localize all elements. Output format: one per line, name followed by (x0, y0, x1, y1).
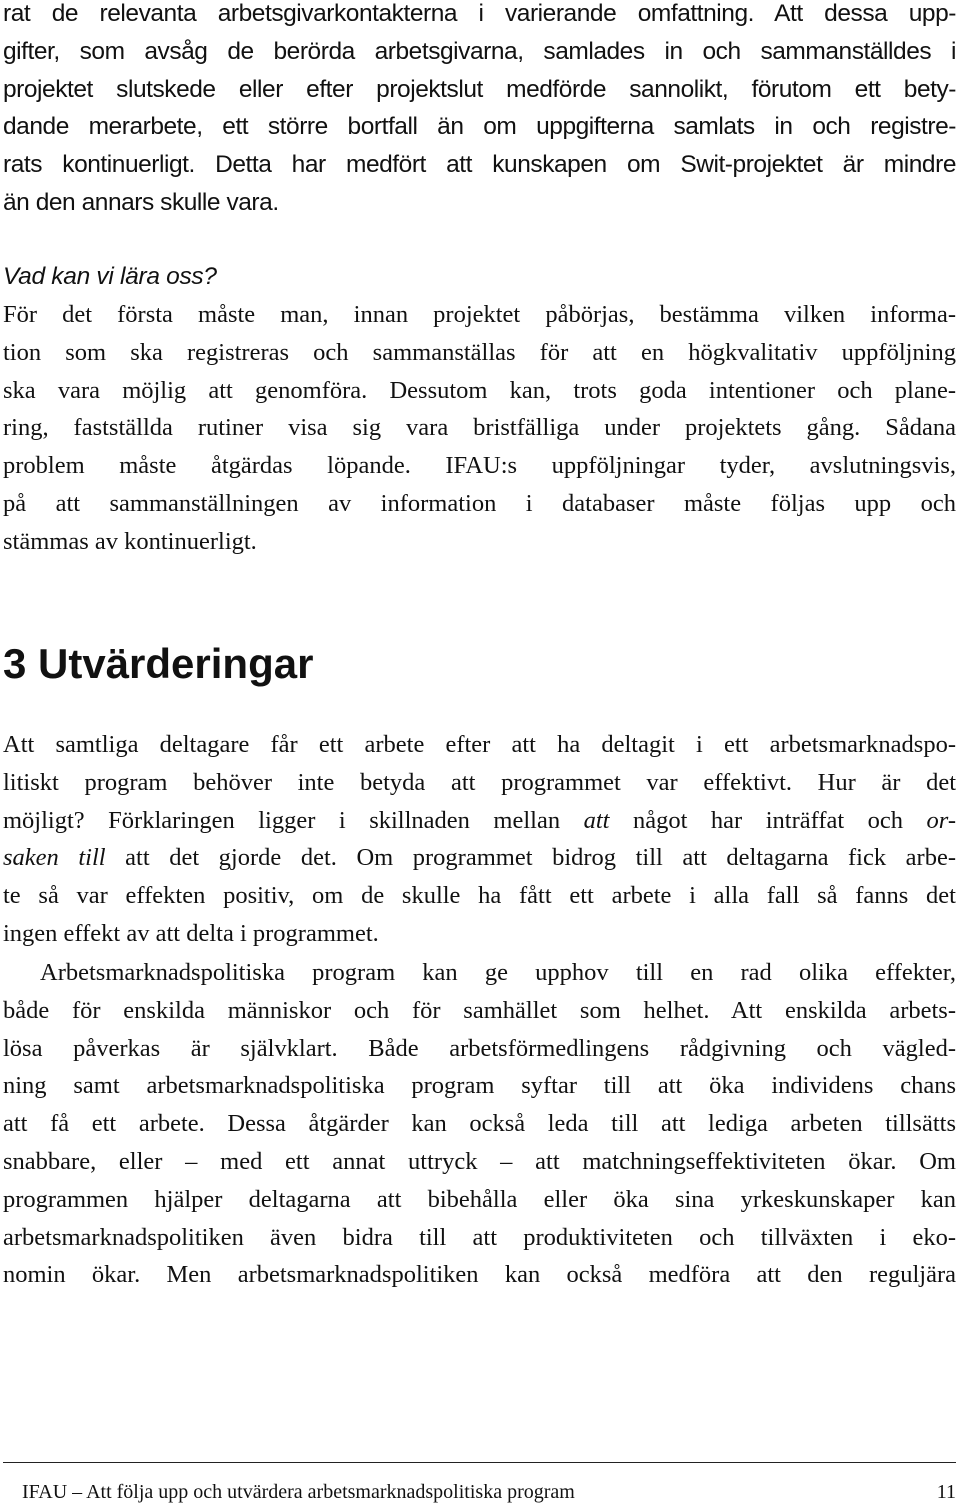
text-line: För det första måste man, innan projektet påbörjas, bestämma vilken informa- (3, 301, 956, 328)
text-line: än den annars skulle vara. (3, 188, 279, 216)
text-line: att få ett arbete. Dessa åtgärder kan också leda till att lediga arbeten tillsätts (3, 1110, 956, 1138)
text-segment: något har inträffat och (609, 806, 927, 834)
text-line: litiskt program behöver inte betyda att programmet var effektivt. Hur är det (3, 768, 956, 796)
text-line: programmen hjälper deltagarna att bibehålla eller öka sina yrkeskunskaper kan (3, 1185, 956, 1213)
paragraph-program-effects (3, 954, 956, 1294)
text-line: Arbetsmarknadspolitiska program kan ge upphov till en rad olika effekter, (40, 959, 956, 986)
text-line: arbetsmarknadspolitiken även bidra till att produktiviteten och tillväxten i eko- (3, 1223, 956, 1251)
text-line: nomin ökar. Men arbetsmarknadspolitiken kan också medföra att den reguljära (3, 1261, 956, 1289)
subheading-lessons: Vad kan vi lära oss? (3, 263, 217, 290)
emphasis-saken-till: saken till (3, 844, 106, 872)
section-heading: 3 Utvärderingar (3, 640, 314, 687)
text-line: Att samtliga deltagare får ett arbete efter att ha deltagit i ett arbetsmarknadspo- (3, 731, 956, 758)
text-line: lösa påverkas är självklart. Både arbetsförmedlingens rådgivning och vägled- (3, 1034, 956, 1062)
text-line: på att sammanställningen av information i databaser måste följas upp och (3, 489, 956, 517)
text-line (3, 802, 956, 840)
text-segment: möjligt? Förklaringen ligger i skillnaden mellan (3, 806, 584, 834)
emphasis-orsaken: or- (926, 806, 956, 834)
text-line: gifter, som avsåg de berörda arbetsgivarna, samlades in och sammanställdes i (3, 37, 956, 65)
text-line: projektet slutskede eller efter projektslut medförde sannolikt, förutom ett bety- (3, 75, 956, 103)
text-line: tion som ska registreras och sammanställas för att en högkvalitativ uppföljning (3, 338, 956, 366)
paragraph-lessons (3, 296, 956, 561)
text-line: ring, fastställda rutiner visa sig vara bristfälliga under projektets gång. Sådana (3, 414, 956, 442)
text-line: rat de relevanta arbetsgivarkontakterna i varierande omfattning. Att dessa upp- (3, 0, 956, 27)
text-line: ska vara möjlig att genomföra. Dessutom kan, trots goda intentioner och plane- (3, 376, 956, 404)
paragraph-intro-continuation (3, 0, 956, 222)
paragraph-evaluations-intro (3, 726, 956, 953)
footer-title: IFAU – Att följa upp och utvärdera arbetsmarknadspolitiska program (22, 1481, 575, 1503)
text-line: te så var effekten positiv, om de skulle ha fått ett arbete i alla fall så fanns det (3, 882, 956, 910)
text-line: rats kontinuerligt. Detta har medfört att kunskapen om Swit-projektet är mindre (3, 151, 956, 179)
text-line: problem måste åtgärdas löpande. IFAU:s uppföljningar tyder, avslutningsvis, (3, 452, 956, 480)
text-line (3, 839, 956, 877)
text-segment: att det gjorde det. Om programmet bidrog till att deltagarna fick arbe- (105, 844, 956, 872)
text-line: dande merarbete, ett större bortfall än om uppgifterna samlats in och registre- (3, 113, 956, 141)
footer-divider (3, 1462, 956, 1463)
emphasis-att: att (583, 806, 610, 834)
page-number: 11 (936, 1481, 956, 1503)
text-line: stämmas av kontinuerligt. (3, 527, 257, 555)
text-line: ingen effekt av att delta i programmet. (3, 919, 379, 947)
text-line: snabbare, eller – med ett annat uttryck – att matchningseffektiviteten ökar. Om (3, 1147, 956, 1175)
text-line: ning samt arbetsmarknadspolitiska program syftar till att öka individens chans (3, 1072, 956, 1100)
text-line: både för enskilda människor och för samhället som helhet. Att enskilda arbets- (3, 996, 956, 1024)
